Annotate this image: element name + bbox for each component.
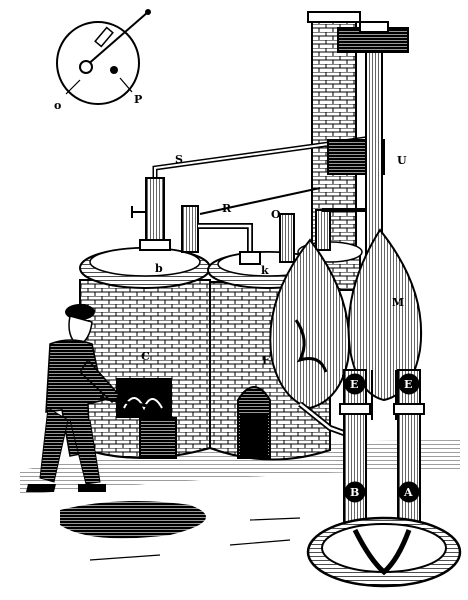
- label-e-left: E: [350, 378, 359, 391]
- inset-dot: [110, 66, 118, 74]
- inset-diagram: [54, 9, 151, 112]
- label-u: U: [397, 154, 407, 167]
- label-r: R: [222, 202, 232, 215]
- basin: [308, 518, 460, 586]
- label-o-upper: O: [271, 208, 281, 221]
- label-b: b: [155, 262, 163, 275]
- valve-left: [146, 178, 164, 248]
- inset-label-p: P: [134, 93, 143, 106]
- label-c: C: [141, 350, 150, 363]
- inset-circle: [57, 22, 139, 104]
- label-s: S: [175, 153, 183, 166]
- label-e-right: E: [404, 378, 413, 391]
- inset-lever-end: [145, 9, 151, 15]
- label-m: M: [392, 296, 405, 309]
- label-b-lower: B: [350, 486, 360, 499]
- inset-label-o: o: [54, 99, 62, 112]
- inset-pivot: [80, 61, 92, 73]
- coal-heap: [60, 501, 206, 538]
- label-a: A: [404, 486, 413, 499]
- label-k: k: [261, 264, 269, 277]
- label-f: F: [262, 354, 270, 367]
